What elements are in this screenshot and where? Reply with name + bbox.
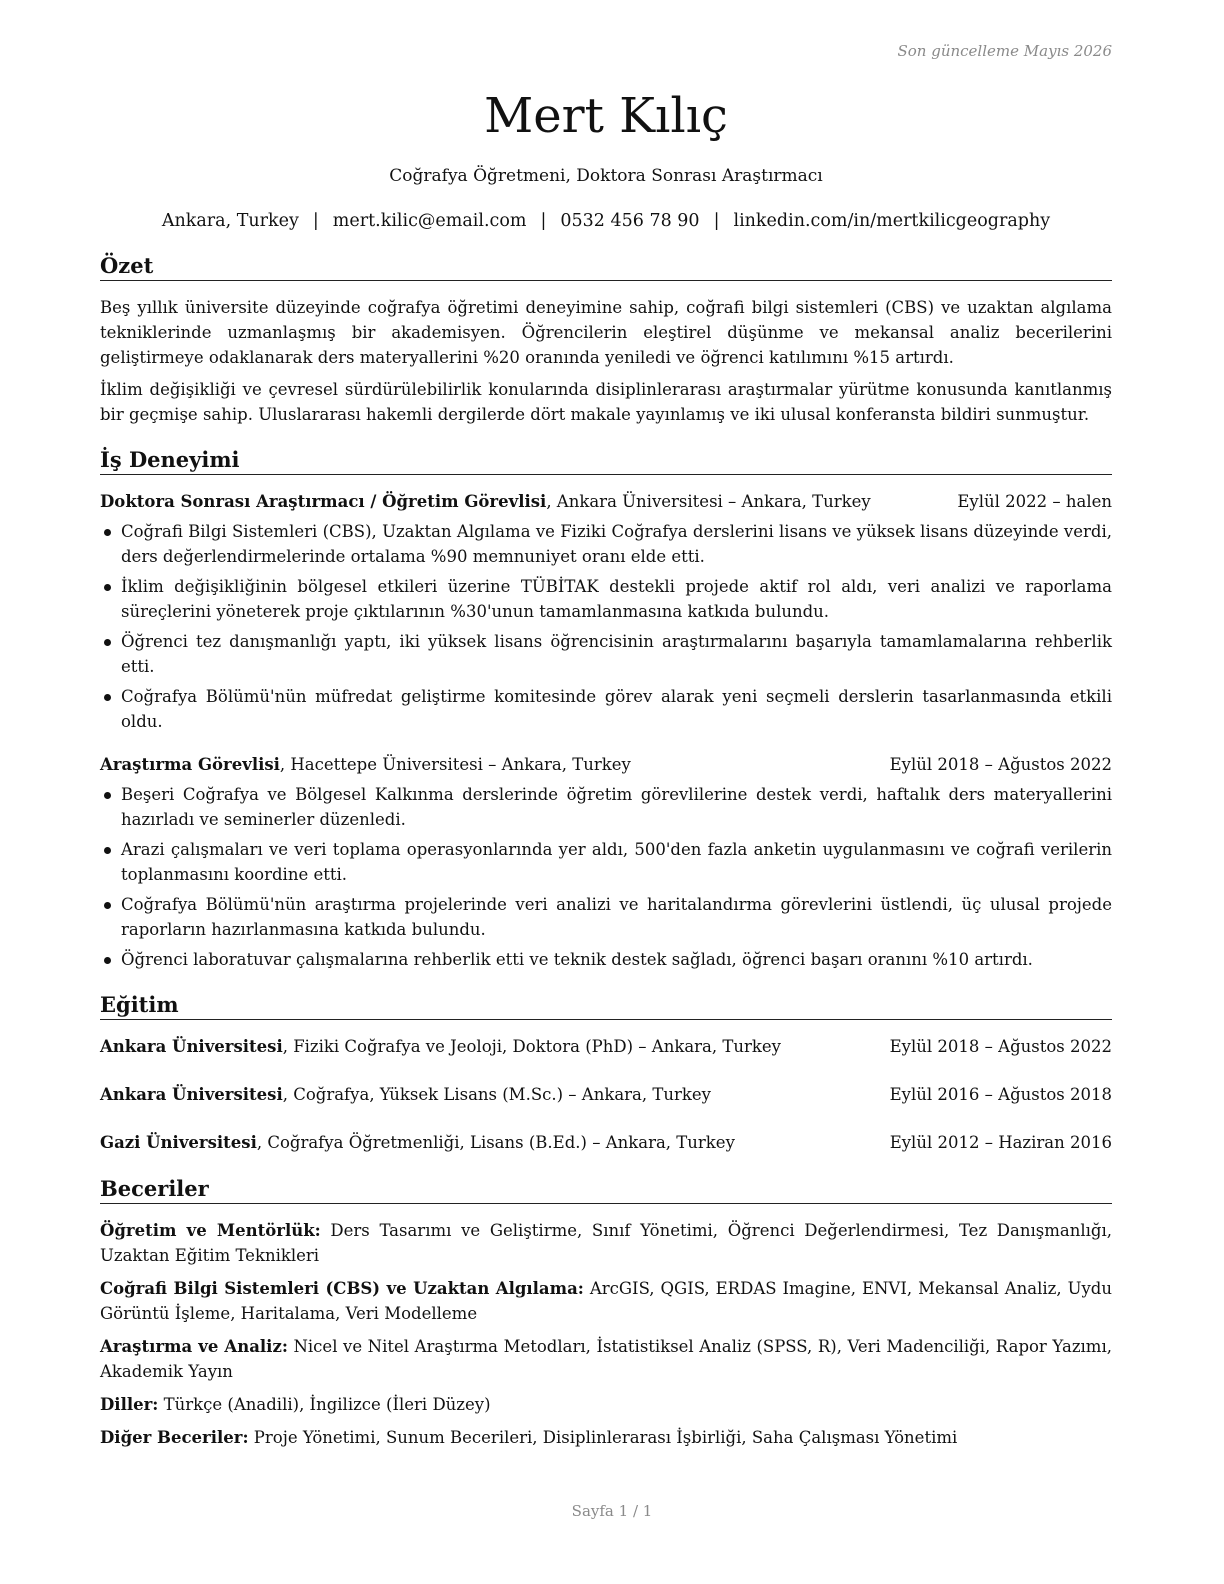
education-school: Ankara Üniversitesi (100, 1085, 283, 1104)
education-entry (100, 1082, 1112, 1108)
education-entry (100, 1034, 1112, 1060)
skill-label: Araştırma ve Analiz: (100, 1337, 288, 1356)
job-role: Araştırma Görevlisi (100, 755, 280, 774)
contact-phone[interactable]: 0532 456 78 90 (560, 211, 700, 231)
skill-value: ArcGIS, QGIS, ERDAS Imagine, ENVI, Mekansal Analiz, Uydu Görüntü İşleme, Haritalama, Veri Modelleme (100, 1279, 1112, 1323)
job-bullet: Coğrafi Bilgi Sistemleri (CBS), Uzaktan Algılama ve Fiziki Coğrafya derslerini lisans ve yüksek lisans düzeyinde verdi, ders değerlendirmelerinde ortalama %90 memnuniyet oranı elde etti. (100, 519, 1112, 569)
job-header (100, 752, 1112, 778)
skill-item (100, 1392, 1112, 1417)
summary-paragraph: Beş yıllık üniversite düzeyinde coğrafya öğretimi deneyimine sahip, coğrafi bilgi sistemleri (CBS) ve uzaktan algılama tekniklerinde uzmanlaşmış bir akademisyen. Öğrencilerin eleştirel düşünme ve mekansal analiz becerilerini geliştirmeye odaklanarak ders materyallerini %20 oranında yeniledi ve öğrenci katılımını %15 artırdı. (100, 298, 1112, 367)
skill-label: Diğer Beceriler: (100, 1428, 249, 1447)
education-detail: , Fiziki Coğrafya ve Jeoloji, Doktora (PhD) – Ankara, Turkey (282, 1037, 781, 1056)
job-bullets (100, 782, 1112, 972)
education-dates: Eylül 2018 – Ağustos 2022 (889, 1037, 1112, 1056)
skill-label: Diller: (100, 1395, 159, 1414)
section-title-skills: Beceriler (100, 1176, 1112, 1204)
job-bullet: Beşeri Coğrafya ve Bölgesel Kalkınma derslerinde öğretim görevlilerine destek verdi, haftalık ders materyallerini hazırladı ve seminerler düzenledi. (100, 782, 1112, 832)
section-title-experience: İş Deneyimi (100, 447, 1112, 475)
job-bullet: Öğrenci laboratuvar çalışmalarına rehberlik etti ve teknik destek sağladı, öğrenci başarı oranını %10 artırdı. (100, 947, 1112, 972)
education-line (100, 1082, 711, 1108)
education-dates: Eylül 2012 – Haziran 2016 (889, 1133, 1112, 1152)
section-title-education: Eğitim (100, 992, 1112, 1020)
job-organization: , Hacettepe Üniversitesi – Ankara, Turkey (279, 755, 631, 774)
skill-item (100, 1334, 1112, 1384)
job-entry (100, 752, 1112, 972)
job-role: Doktora Sonrası Araştırmacı / Öğretim Görevlisi (100, 492, 547, 511)
education-line (100, 1130, 735, 1156)
skill-item (100, 1218, 1112, 1268)
job-dates: Eylül 2018 – Ağustos 2022 (889, 755, 1112, 774)
job-bullet: Coğrafya Bölümü'nün müfredat geliştirme komitesinde görev alarak yeni seçmeli derslerin tasarlanmasında etkili oldu. (100, 684, 1112, 734)
education-detail: , Coğrafya Öğretmenliği, Lisans (B.Ed.) – Ankara, Turkey (256, 1133, 735, 1152)
job-title-line (100, 752, 631, 778)
education-school: Gazi Üniversitesi (100, 1133, 257, 1152)
job-entry (100, 489, 1112, 734)
contact-line (100, 209, 1112, 233)
education-detail: , Coğrafya, Yüksek Lisans (M.Sc.) – Ankara, Turkey (282, 1085, 711, 1104)
contact-linkedin[interactable]: linkedin.com/in/mertkilicgeography (733, 211, 1051, 231)
contact-separator: | (540, 211, 547, 231)
skill-value: Türkçe (Anadili), İngilizce (İleri Düzey) (158, 1395, 491, 1414)
tagline: Coğrafya Öğretmeni, Doktora Sonrası Araştırmacı (389, 166, 823, 186)
job-bullets (100, 519, 1112, 734)
skill-value: Nicel ve Nitel Araştırma Metodları, İstatistiksel Analiz (SPSS, R), Veri Madenciliği, Rapor Yazımı, Akademik Yayın (100, 1337, 1112, 1381)
resume-page (100, 40, 1112, 1458)
contact-email[interactable]: mert.kilic@email.com (332, 211, 527, 231)
education-entry (100, 1130, 1112, 1156)
education-dates: Eylül 2016 – Ağustos 2018 (889, 1085, 1112, 1104)
summary-paragraph: İklim değişikliği ve çevresel sürdürülebilirlik konularında disiplinlerarası araştırmalar yürütme konusunda kanıtlanmış bir geçmişe sahip. Uluslararası hakemli dergilerde dört makale yayınlamış ve iki ulusal konferansta bildiri sunmuştur. (100, 380, 1112, 424)
skill-value: Ders Tasarımı ve Geliştirme, Sınıf Yönetimi, Öğrenci Değerlendirmesi, Tez Danışmanlığı, Uzaktan Eğitim Teknikleri (100, 1221, 1112, 1265)
job-dates: Eylül 2022 – halen (957, 492, 1112, 511)
job-bullet: Öğrenci tez danışmanlığı yaptı, iki yüksek lisans öğrencisinin araştırmalarını başarıyla tamamlamalarına rehberlik etti. (100, 629, 1112, 679)
job-bullet: Arazi çalışmaları ve veri toplama operasyonlarında yer aldı, 500'den fazla anketin uygulanmasını ve coğrafi verilerin toplanmasını koordine etti. (100, 837, 1112, 887)
job-title-line (100, 489, 871, 515)
job-header (100, 489, 1112, 515)
person-name: Mert Kılıç (484, 88, 728, 144)
skill-value: Proje Yönetimi, Sunum Becerileri, Disiplinlerarası İşbirliği, Saha Çalışması Yönetimi (248, 1428, 958, 1447)
contact-separator: | (713, 211, 720, 231)
skill-item (100, 1425, 1112, 1450)
skill-label: Coğrafi Bilgi Sistemleri (CBS) ve Uzaktan Algılama: (100, 1279, 584, 1298)
skill-label: Öğretim ve Mentörlük: (100, 1221, 321, 1240)
job-bullet: İklim değişikliğinin bölgesel etkileri üzerine TÜBİTAK destekli projede aktif rol aldı, veri analizi ve raporlama süreçlerini yöneterek proje çıktılarının %30'unun tamamlanmasına katkıda bulundu. (100, 574, 1112, 624)
section-title-summary: Özet (100, 253, 1112, 281)
contact-separator: | (312, 211, 319, 231)
contact-location: Ankara, Turkey (161, 211, 299, 231)
skill-item (100, 1276, 1112, 1326)
job-organization: , Ankara Üniversitesi – Ankara, Turkey (546, 492, 871, 511)
education-school: Ankara Üniversitesi (100, 1037, 283, 1056)
job-bullet: Coğrafya Bölümü'nün araştırma projelerinde veri analizi ve haritalandırma görevlerini üstlendi, üç ulusal projede raporların hazırlanmasına katkıda bulundu. (100, 892, 1112, 942)
last-updated: Son güncelleme Mayıs 2026 (897, 42, 1112, 60)
education-line (100, 1034, 781, 1060)
page-number: Sayfa 1 / 1 (571, 1502, 653, 1520)
